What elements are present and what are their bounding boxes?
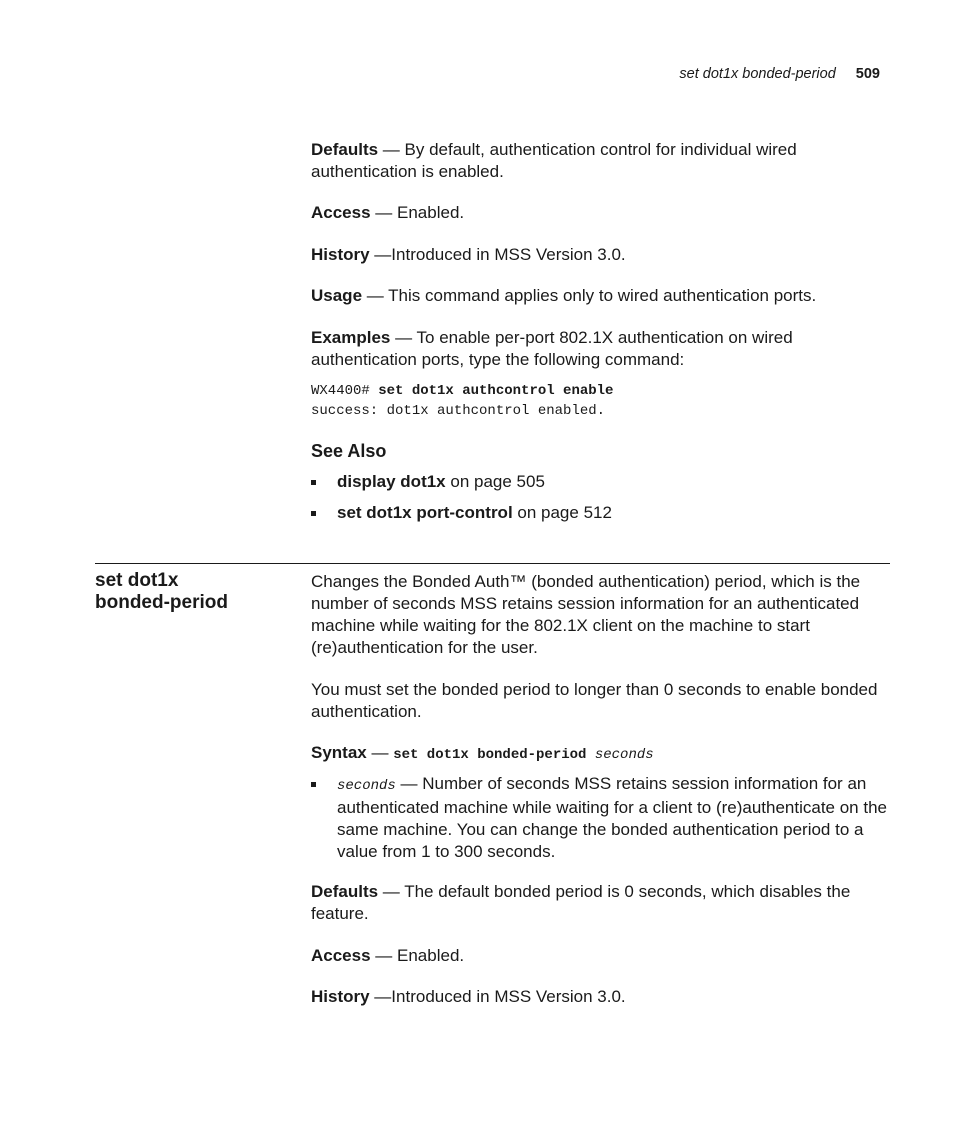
defaults-paragraph xyxy=(311,139,893,183)
section-intro: Changes the Bonded Auth™ (bonded authentication) period, which is the number of seconds MSS retains session information for an authenticated machine while waiting for the 802.1X client on the machine to start (re)authentication for the user. xyxy=(311,572,861,657)
defaults-label: Defaults xyxy=(311,140,379,159)
page-number: 509 xyxy=(855,66,880,82)
syntax-dash: — xyxy=(366,743,394,762)
see-also-item xyxy=(311,502,891,524)
section-defaults xyxy=(311,881,893,925)
defaults-text: — By default, authentication control for individual wired authentication is enabled. xyxy=(311,140,797,181)
section-history xyxy=(311,986,893,1008)
usage-paragraph xyxy=(311,285,893,307)
section-history-label: History xyxy=(311,987,370,1006)
code-prompt: WX4400# xyxy=(311,383,379,399)
running-title: set dot1x bonded-period xyxy=(679,66,836,82)
examples-paragraph xyxy=(311,327,893,371)
code-command: set dot1x authcontrol enable xyxy=(378,383,614,399)
examples-label: Examples xyxy=(311,328,391,347)
examples-text: — To enable per-port 802.1X authentication on wired authentication ports, type the following command: xyxy=(311,328,793,369)
see-also-heading: See Also xyxy=(311,441,387,461)
history-text: —Introduced in MSS Version 3.0. xyxy=(369,245,626,264)
param-name: seconds xyxy=(337,778,396,794)
bullet-icon xyxy=(311,511,316,516)
usage-label: Usage xyxy=(311,286,363,305)
section-access-text: — Enabled. xyxy=(370,946,465,965)
running-header xyxy=(679,66,880,82)
usage-text: — This command applies only to wired authentication ports. xyxy=(362,286,817,305)
section-history-text: —Introduced in MSS Version 3.0. xyxy=(369,987,626,1006)
see-also-page-ref: on page 505 xyxy=(445,472,545,491)
code-example xyxy=(311,381,893,421)
see-also-link[interactable]: set dot1x port-control xyxy=(337,503,513,522)
access-text: — Enabled. xyxy=(370,203,465,222)
see-also-page-ref: on page 512 xyxy=(512,503,612,522)
syntax-line xyxy=(311,742,893,766)
history-label: History xyxy=(311,245,370,264)
section-access-label: Access xyxy=(311,946,371,965)
section-access xyxy=(311,945,893,967)
section-defaults-label: Defaults xyxy=(311,882,379,901)
bullet-icon xyxy=(311,782,316,787)
param-item xyxy=(311,773,891,863)
see-also-link[interactable]: display dot1x xyxy=(337,472,446,491)
section-title xyxy=(95,570,295,614)
section-defaults-text: — The default bonded period is 0 seconds, which disables the feature. xyxy=(311,882,851,923)
access-label: Access xyxy=(311,203,371,222)
syntax-param: seconds xyxy=(594,747,654,763)
section-title-line-2: bonded-period xyxy=(95,592,228,613)
see-also-item xyxy=(311,471,891,493)
access-paragraph xyxy=(311,202,893,224)
param-description: — Number of seconds MSS retains session information for an authenticated machine while waiting for a client to (re)authenticate on the same machine. You can change the bonded authentication period to a value from 1 to 300 seconds. xyxy=(337,774,887,861)
section-note: You must set the bonded period to longer than 0 seconds to enable bonded authentication. xyxy=(311,680,878,721)
history-paragraph xyxy=(311,244,893,266)
section-title-line-1: set dot1x xyxy=(95,570,179,591)
section-divider xyxy=(95,563,890,564)
syntax-label: Syntax xyxy=(311,743,367,762)
syntax-command: set dot1x bonded-period xyxy=(393,747,587,763)
code-output: success: dot1x authcontrol enabled. xyxy=(311,403,606,419)
bullet-icon xyxy=(311,480,316,485)
